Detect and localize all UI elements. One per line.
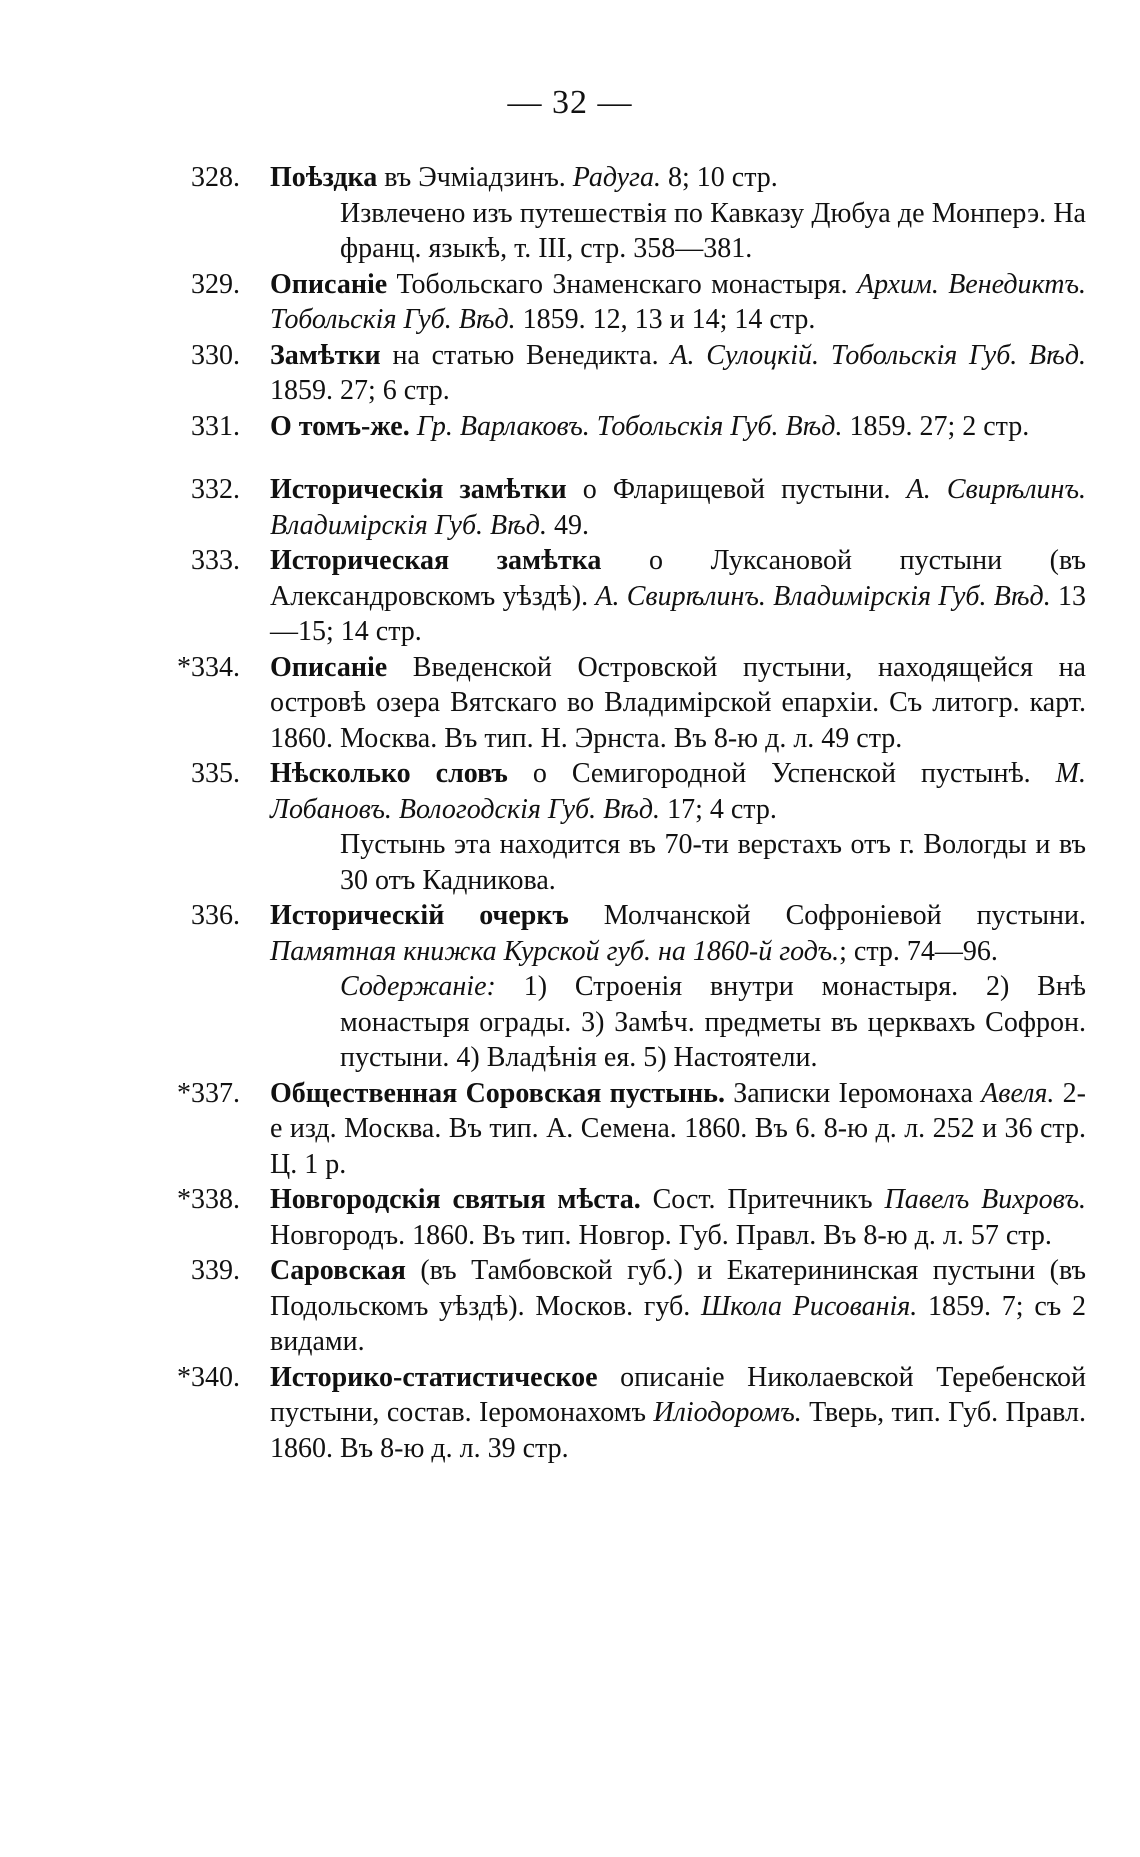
- entry-number: 330.: [191, 339, 240, 371]
- entry-tail: 17; 4 стр.: [660, 793, 777, 825]
- entry-number: 339.: [191, 1255, 240, 1286]
- entry-number: *338.: [177, 1184, 240, 1215]
- entry-number: 335.: [191, 758, 240, 789]
- entry-331: [0, 409, 1140, 445]
- entry-source: А. Свирѣлинъ. Владимірскія Губ. Вѣд.: [270, 474, 1086, 541]
- entry-number: 331.: [191, 410, 240, 442]
- entry-text: [270, 650, 1086, 757]
- entry-text: [270, 756, 1086, 827]
- entry-328: [0, 160, 1140, 267]
- entry-number: *337.: [177, 1077, 240, 1109]
- entry-title: Поѣздка: [270, 162, 378, 193]
- entry-text: [270, 543, 1086, 650]
- entry-title: Нѣсколько словъ: [270, 758, 508, 789]
- entry-text: [270, 409, 1086, 445]
- entry-number: 329.: [191, 268, 240, 300]
- entry-text: [270, 1076, 1086, 1183]
- entry-tail: 8; 10 стр.: [660, 162, 778, 193]
- entry-text: [270, 160, 1086, 196]
- entry-title: Историческій очеркъ: [270, 900, 569, 931]
- entry-332: [0, 472, 1140, 543]
- entry-note: Пустынь эта находится въ 70-ти верстахъ отъ г. Вологды и въ 30 отъ Кадникова.: [340, 829, 1086, 896]
- entry-source: Иліодоромъ.: [653, 1397, 802, 1428]
- entry-title: Описаніе: [270, 651, 388, 683]
- entry-source: Авеля.: [981, 1077, 1055, 1109]
- section-gap: [0, 444, 1140, 472]
- entry-body: Сост. Притечникъ: [640, 1184, 885, 1215]
- entry-text: [270, 1360, 1086, 1467]
- entry-number: 333.: [191, 545, 240, 576]
- entry-tail: 13—15; 14 стр.: [270, 580, 1086, 647]
- entry-number: 328.: [191, 162, 240, 193]
- entry-title: Общественная Соровская пустынь.: [270, 1077, 725, 1109]
- entry-tail: Новгородъ. 1860. Въ тип. Новгор. Губ. Правл. Въ 8-ю д. л. 57 стр.: [270, 1219, 1052, 1251]
- entry-body: о Фларищевой пустыни.: [566, 474, 907, 505]
- page-number: — 32 —: [507, 84, 633, 121]
- entry-number: 336.: [191, 900, 240, 931]
- entry-tail: 1859. 12, 13 и 14; 14 стр.: [515, 304, 816, 335]
- entry-source: А. Свирѣлинъ. Владимірскія Губ. Вѣд.: [595, 580, 1051, 612]
- entry-333: [0, 543, 1140, 650]
- entry-source: Радуга.: [572, 162, 661, 193]
- entry-336: [0, 898, 1140, 1076]
- entry-337: [0, 1076, 1140, 1183]
- entry-title: Историческія замѣтки: [270, 474, 567, 505]
- entry-body: Молчанской Софроніевой пустыни.: [568, 900, 1087, 931]
- entry-title: Новгородскія святыя мѣста.: [270, 1184, 641, 1215]
- entry-335: [0, 756, 1140, 898]
- entry-source: Гр. Варлаковъ. Тобольскія Губ. Вѣд.: [416, 410, 843, 442]
- entry-tail: 1859. 27; 2 стр.: [842, 410, 1030, 442]
- entry-number: 332.: [191, 474, 240, 505]
- entry-body: Записки Іеромонаха: [724, 1077, 982, 1109]
- entry-number: *334.: [177, 651, 240, 683]
- entry-note: [340, 969, 1086, 1076]
- entry-body: о Луксановой пустыни (въ Александровскомъ уѣздѣ).: [270, 545, 1086, 612]
- entry-tail: 1859. 27; 6 стр.: [270, 375, 450, 406]
- entry-339: [0, 1253, 1140, 1360]
- entry-source: Павелъ Вихровъ.: [884, 1184, 1086, 1215]
- entry-body: описаніе Николаевской Теребенской пустыни, состав. Іеромонахомъ: [270, 1361, 1086, 1428]
- entry-text: [270, 267, 1086, 338]
- entry-text: [270, 898, 1086, 969]
- entry-tail: 49.: [546, 509, 589, 541]
- entry-tail: ; стр. 74—96.: [839, 935, 998, 967]
- entry-title: Саровская: [270, 1255, 406, 1286]
- bibliography-list: [0, 160, 1140, 1466]
- note-body: 1) Строенія внутри монастыря. 2) Внѣ монастыря ограды. 3) Замѣч. предметы въ церквахъ Софрон. пустыни. 4) Владѣнія ея. 5) Настоятели.: [340, 971, 1086, 1073]
- entry-title: Описаніе: [270, 268, 388, 300]
- entry-note: Извлечено изъ путешествія по Кавказу Дюбуа де Монперэ. На франц. языкѣ, т. III, стр. 358—381.: [340, 197, 1086, 264]
- entry-body: (въ Тамбовской губ.) и Екатерининская пустыни (въ Подольскомъ уѣздѣ). Москов. губ.: [270, 1255, 1086, 1322]
- entry-text: [270, 338, 1086, 409]
- entry-title: Историческая замѣтка: [270, 545, 602, 576]
- entry-body: [410, 411, 417, 442]
- entry-body: на статью Венедикта.: [380, 339, 671, 371]
- entry-source: Архим. Венедиктъ. Тобольскія Губ. Вѣд.: [270, 268, 1086, 335]
- entry-text: [270, 1182, 1086, 1253]
- entry-body: о Семигородной Успенской пустынѣ.: [507, 758, 1056, 789]
- entry-title: Замѣтки: [270, 339, 381, 371]
- entry-source: Школа Рисованія.: [700, 1290, 918, 1322]
- note-label: Содержаніе:: [340, 971, 496, 1002]
- entry-text: [270, 1253, 1086, 1360]
- entry-334: [0, 650, 1140, 757]
- entry-source: Памятная книжка Курской губ. на 1860-й годъ.: [270, 935, 840, 967]
- entry-329: [0, 267, 1140, 338]
- entry-source: М. Лобановъ. Вологодскія Губ. Вѣд.: [270, 758, 1086, 825]
- entry-number: *340.: [177, 1361, 240, 1393]
- entry-source: А. Сулоцкій. Тобольскія Губ. Вѣд.: [670, 339, 1086, 371]
- entry-body: Введенской Островской пустыни, находящейся на островѣ озера Вятскаго во Владимірской епархіи. Съ литогр. карт. 1860. Москва. Въ тип. Н. Эрнста. Въ 8-ю д. л. 49 стр.: [270, 651, 1086, 754]
- entry-338: [0, 1182, 1140, 1253]
- entry-text: [270, 472, 1086, 543]
- entry-title: О томъ-же.: [270, 410, 410, 442]
- entry-body: въ Эчміадзинъ.: [377, 162, 573, 193]
- entry-tail: 1859. 7; съ 2 видами.: [270, 1290, 1086, 1357]
- entry-330: [0, 338, 1140, 409]
- entry-tail: Тверь, тип. Губ. Правл. 1860. Въ 8-ю д. л. 39 стр.: [270, 1397, 1087, 1464]
- entry-title: Историко-статистическое: [270, 1361, 598, 1393]
- entry-340: [0, 1360, 1140, 1467]
- entry-tail: 2-е изд. Москва. Въ тип. А. Семена. 1860. Въ 6. 8-ю д. л. 252 и 36 стр. Ц. 1 р.: [270, 1077, 1087, 1180]
- entry-body: Тобольскаго Знаменскаго монастыря.: [387, 268, 857, 300]
